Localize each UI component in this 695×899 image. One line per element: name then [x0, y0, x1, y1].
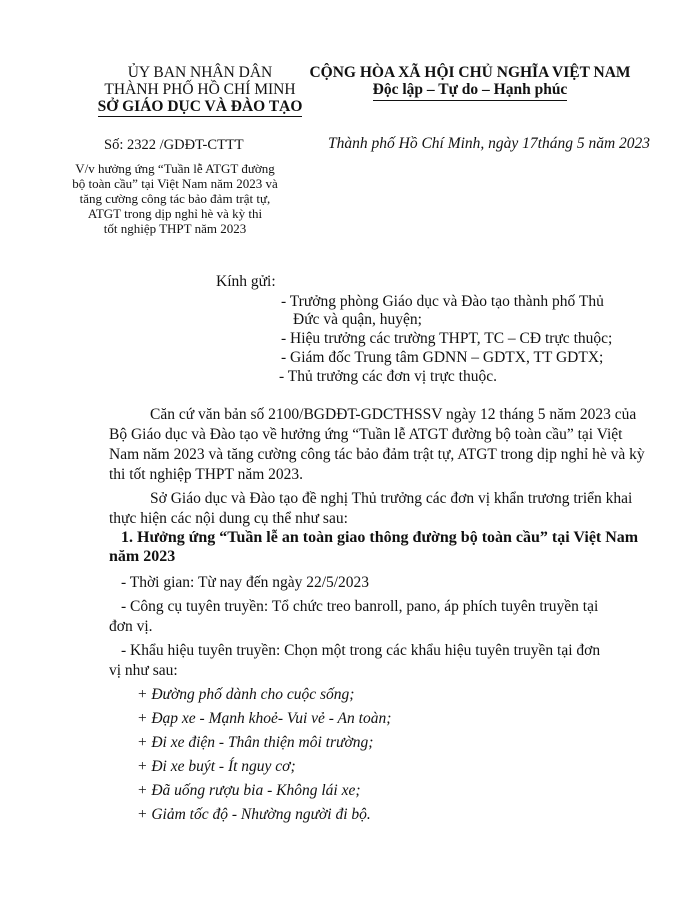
- recipient-item: - Trưởng phòng Giáo dục và Đào tạo thành phố Thủ: [281, 293, 604, 310]
- slogan-item: + Đạp xe - Mạnh khoẻ- Vui vẻ - An toàn;: [137, 710, 392, 727]
- slogan-item: + Đi xe buýt - Ít nguy cơ;: [137, 758, 296, 775]
- subject-block: [55, 161, 295, 236]
- slogan-item: + Đi xe điện - Thân thiện môi trường;: [137, 734, 374, 751]
- para1-line: Căn cứ văn bản số 2100/BGDĐT-GDCTHSSV ngày 12 tháng 5 năm 2023 của: [150, 406, 637, 423]
- para2-line: thực hiện các nội dung cụ thể như sau:: [109, 510, 348, 527]
- nation-motto: [300, 81, 640, 101]
- subject-line: tăng cường công tác bảo đảm trật tự,: [79, 191, 271, 206]
- para1-line: thi tốt nghiệp THPT năm 2023.: [109, 466, 304, 483]
- para2-line: Sở Giáo dục và Đào tạo đề nghị Thủ trưởng các đơn vị khẩn trương triển khai: [150, 490, 633, 507]
- slogan-item: + Đã uống rượu bia - Không lái xe;: [137, 782, 361, 799]
- section-1-heading-cont: năm 2023: [109, 548, 176, 565]
- recipients-label: Kính gửi:: [216, 273, 276, 290]
- nation-title: CỘNG HÒA XÃ HỘI CHỦ NGHĨA VIỆT NAM: [309, 64, 631, 81]
- section-1-heading: 1. Hưởng ứng “Tuần lễ an toàn giao thông đường bộ toàn cầu” tại Việt Nam: [121, 529, 639, 546]
- recipient-item: Đức và quận, huyện;: [293, 311, 422, 328]
- bullet-slogan: - Khẩu hiệu tuyên truyền: Chọn một trong các khẩu hiệu tuyên truyền tại đơn: [121, 642, 601, 659]
- recipient-item: - Hiệu trưởng các trường THPT, TC – CĐ trực thuộc;: [281, 330, 613, 347]
- para1-line: Nam năm 2023 và tăng cường công tác bảo đảm trật tự, ATGT trong dịp nghỉ hè và kỳ: [109, 446, 645, 463]
- slogan-item: + Đường phố dành cho cuộc sống;: [137, 686, 355, 703]
- org-name-department: SỞ GIÁO DỤC VÀ ĐÀO TẠO: [97, 98, 303, 115]
- subject-line: ATGT trong dịp nghỉ hè và kỳ thi: [87, 206, 263, 221]
- org-line-3: [70, 98, 330, 117]
- org-line-1: ỦY BAN NHÂN DÂN: [127, 64, 273, 81]
- bullet-tools-cont: đơn vị.: [109, 618, 153, 635]
- bullet-slogan-cont: vị như sau:: [109, 662, 178, 679]
- subject-line: tốt nghiệp THPT năm 2023: [103, 221, 247, 236]
- slogan-item: + Giảm tốc độ - Nhường người đi bộ.: [137, 806, 371, 823]
- recipient-item: - Giám đốc Trung tâm GDNN – GDTX, TT GDTX;: [281, 349, 604, 366]
- bullet-time: - Thời gian: Từ nay đến ngày 22/5/2023: [121, 574, 370, 591]
- doc-number: Số: 2322 /GDĐT-CTTT: [104, 137, 244, 153]
- org-line-2: THÀNH PHỐ HỒ CHÍ MINH: [104, 81, 296, 98]
- recipient-item: - Thủ trưởng các đơn vị trực thuộc.: [279, 368, 497, 385]
- bullet-tools: - Công cụ tuyên truyền: Tổ chức treo banroll, pano, áp phích tuyên truyền tại: [121, 598, 599, 615]
- para1-line: Bộ Giáo dục và Đào tạo về hưởng ứng “Tuần lễ ATGT đường bộ toàn cầu” tại Việt: [109, 426, 623, 443]
- place-date: Thành phố Hồ Chí Minh, ngày 17tháng 5 năm 2023: [328, 135, 651, 152]
- nation-motto-text: Độc lập – Tự do – Hạnh phúc: [373, 81, 568, 101]
- subject-line: bộ toàn cầu” tại Việt Nam năm 2023 và: [72, 176, 278, 191]
- subject-line: V/v hưởng ứng “Tuần lễ ATGT đường: [75, 161, 275, 176]
